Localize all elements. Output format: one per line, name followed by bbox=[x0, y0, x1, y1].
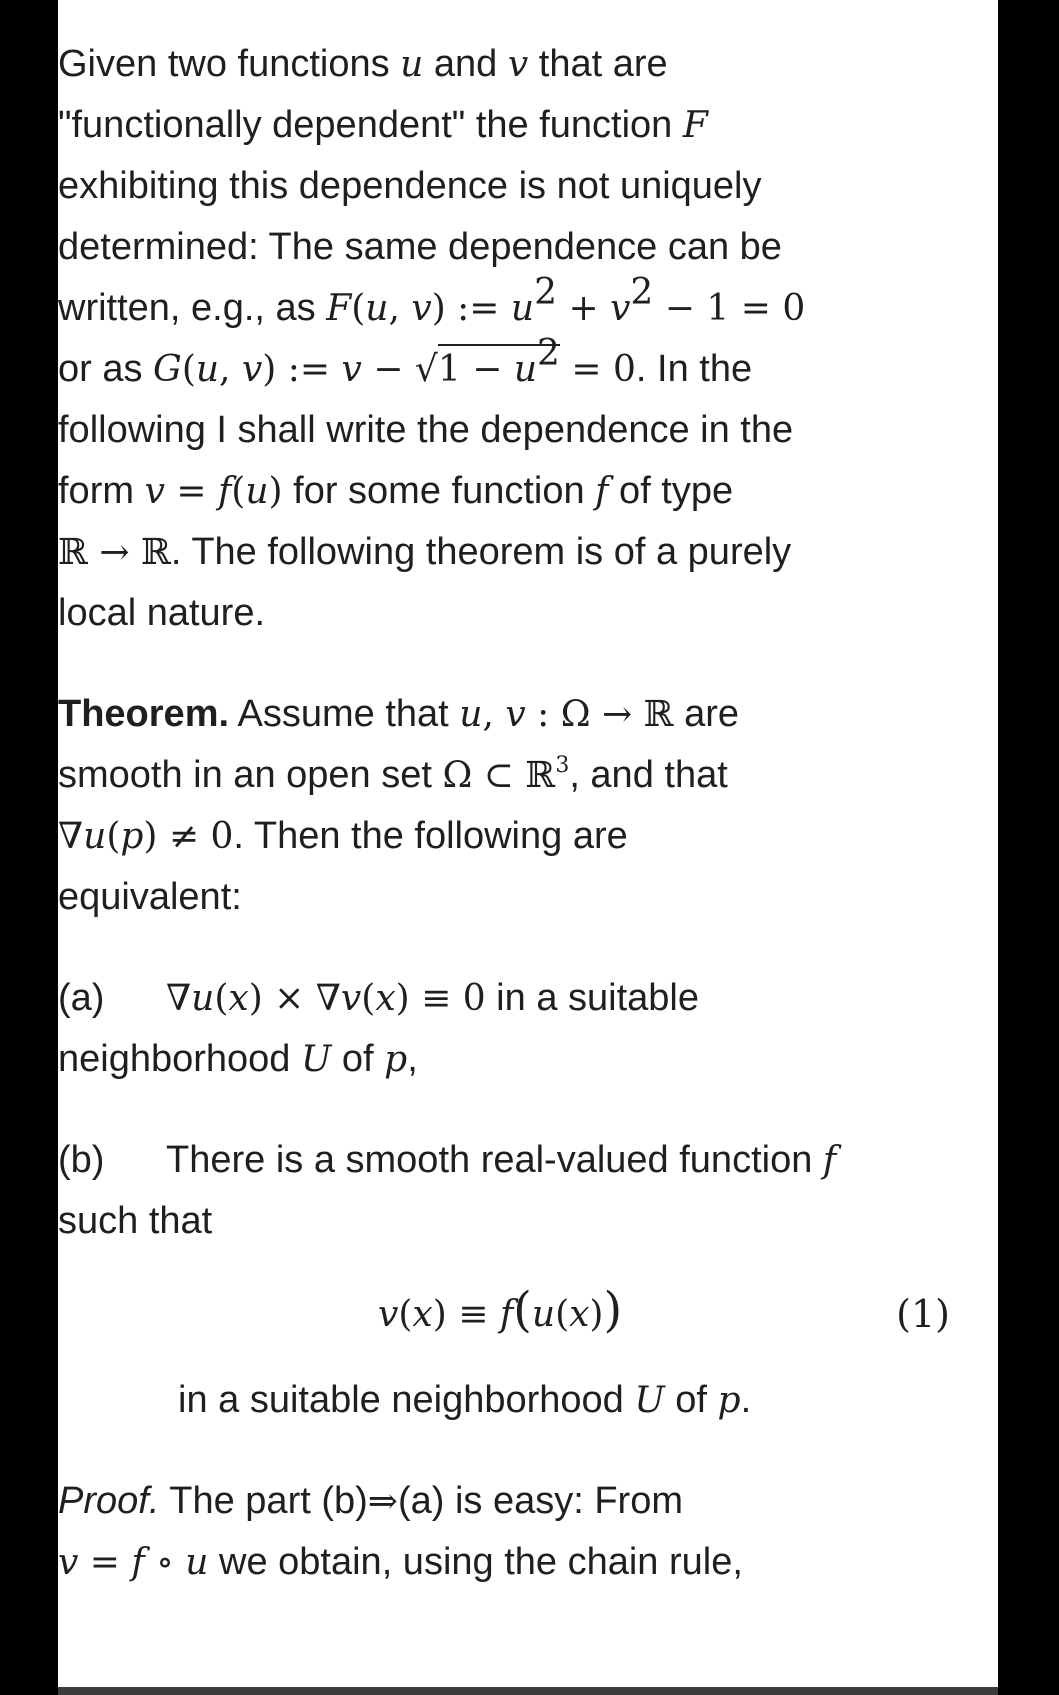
text: in a suitable bbox=[485, 977, 699, 1019]
text: exhibiting this dependence is not uniquely bbox=[58, 165, 762, 207]
equation-number: (1) bbox=[896, 1292, 950, 1336]
math-composition: v = f ∘ u bbox=[58, 1542, 209, 1583]
text: determined: The same dependence can be bbox=[58, 226, 782, 268]
text: There is a smooth real-valued function bbox=[166, 1139, 823, 1181]
math-u: u bbox=[400, 44, 424, 85]
text: written, e.g., as bbox=[58, 287, 327, 329]
document-body bbox=[58, 34, 950, 1593]
text: Given two functions bbox=[58, 43, 401, 85]
item-a bbox=[58, 968, 918, 1090]
text: , and that bbox=[569, 754, 728, 796]
text: (a) is easy: From bbox=[397, 1480, 683, 1522]
text: The part (b) bbox=[159, 1480, 368, 1522]
item-b bbox=[58, 1130, 918, 1252]
proof-paragraph bbox=[58, 1471, 918, 1593]
text: Assume that bbox=[229, 693, 460, 735]
text: . bbox=[740, 1379, 752, 1421]
text: of type bbox=[608, 470, 734, 512]
math-U: U bbox=[301, 1039, 332, 1080]
math-grad-u-nonzero: ∇u(p) ≠ 0 bbox=[58, 816, 234, 857]
math-f: f bbox=[822, 1140, 837, 1181]
text: , bbox=[407, 1038, 418, 1080]
text: and bbox=[423, 43, 508, 85]
text: for some function bbox=[282, 470, 596, 512]
math-uv-map: u, v : Ω → ℝ bbox=[459, 694, 674, 735]
display-equation bbox=[58, 1270, 950, 1362]
text: . The following theorem is of a purely bbox=[170, 531, 792, 573]
text: are bbox=[673, 693, 740, 735]
math-f: f bbox=[595, 471, 609, 512]
text: local nature. bbox=[58, 592, 266, 634]
math-v-equals-f-u: v = f(u) bbox=[144, 471, 283, 512]
math-p: p bbox=[384, 1039, 408, 1080]
proof-label: Proof. bbox=[58, 1480, 160, 1522]
math-p: p bbox=[717, 1380, 741, 1421]
text: following I shall write the dependence in the bbox=[58, 409, 794, 451]
text: in a suitable neighborhood bbox=[178, 1379, 635, 1421]
text: that are bbox=[528, 43, 668, 85]
math-U: U bbox=[634, 1380, 665, 1421]
text: "functionally dependent" the function bbox=[58, 104, 683, 146]
text: smooth in an open set bbox=[58, 754, 443, 796]
text: form bbox=[58, 470, 145, 512]
text: we obtain, using the chain rule, bbox=[208, 1541, 743, 1583]
theorem-label: Theorem. bbox=[58, 693, 230, 735]
text: equivalent: bbox=[58, 876, 242, 918]
after-equation-text bbox=[58, 1370, 918, 1431]
item-b-tag: (b) bbox=[58, 1139, 105, 1181]
math-v-equiv-f-of-u: v(x) ≡ f(u(x)) bbox=[378, 1282, 623, 1338]
math-v: v bbox=[507, 44, 529, 85]
math-G-equation: G(u, v) := $v - √1 - u^2 = 0$ bbox=[153, 333, 636, 390]
text: of bbox=[331, 1038, 385, 1080]
math-omega-subset: Ω ⊂ ℝ$^3$ bbox=[442, 753, 570, 796]
text: such that bbox=[58, 1200, 213, 1242]
text: . Then the following are bbox=[233, 815, 628, 857]
bottom-bar bbox=[58, 1687, 998, 1695]
math-F: F bbox=[682, 105, 708, 146]
theorem-paragraph bbox=[58, 684, 918, 928]
text: or as bbox=[58, 348, 154, 390]
math-R-to-R: ℝ → ℝ bbox=[58, 532, 171, 573]
math-F-equation: F(u, v) := $u^2 + v^2 - 1 = 0$ bbox=[326, 272, 806, 329]
text: neighborhood bbox=[58, 1038, 301, 1080]
text: of bbox=[664, 1379, 718, 1421]
item-a-tag: (a) bbox=[58, 977, 105, 1019]
math-cross-product: ∇u(x) × ∇v(x) ≡ 0 bbox=[166, 978, 486, 1019]
intro-paragraph bbox=[58, 34, 918, 644]
text: . In the bbox=[635, 348, 753, 390]
implies-arrow: ⇒ bbox=[367, 1481, 398, 1522]
